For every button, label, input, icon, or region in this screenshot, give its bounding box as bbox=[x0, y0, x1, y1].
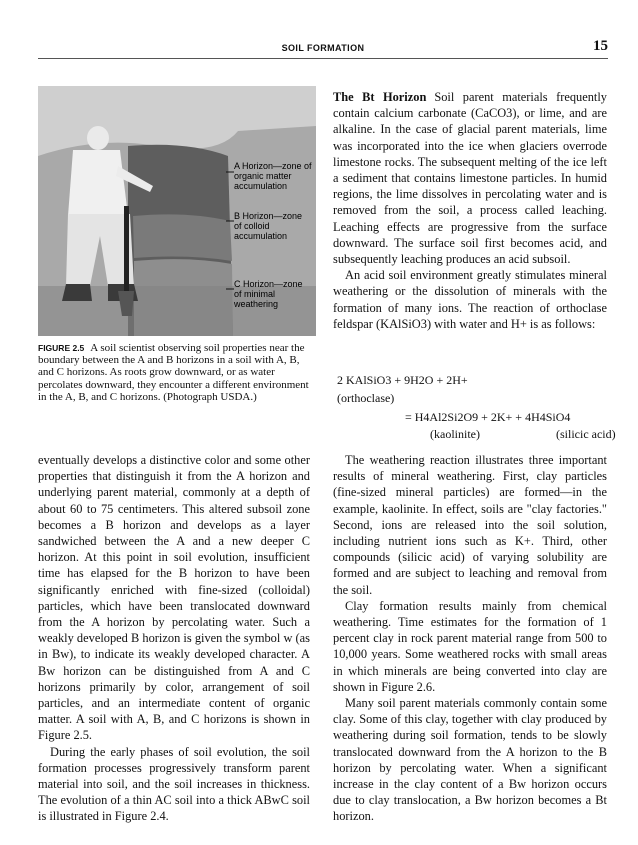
left-paragraph-2: During the early phases of soil evolution, the soil formation processes progressively transform parent material into soil, and the soil increases in thickness. The evolution of a thin AC soil into a thick ABwC soil is illustrated in Figure 2.4. bbox=[38, 744, 310, 824]
figure-caption-text: A soil scientist observing soil properties near the boundary between the A and B horizons in a soil with A, B, and C horizons. As roots grow downward, or as water percolates downward, they encounter a different environment in the A, B, and C horizons. (Photograph USDA.) bbox=[38, 342, 309, 403]
equation-line-1: 2 KAlSiO3 + 9H2O + 2H+ bbox=[337, 373, 468, 387]
figure-caption-label: FIGURE 2.5 bbox=[38, 343, 85, 353]
page-number: 15 bbox=[593, 38, 608, 54]
b-horizon-label: B Horizon—zone of colloid accumulation bbox=[234, 211, 303, 241]
running-header bbox=[38, 38, 608, 59]
section-heading: The Bt Horizon bbox=[333, 90, 427, 104]
a-horizon-label: A Horizon—zone of organic matter accumulation bbox=[234, 161, 312, 191]
running-head-title: SOIL FORMATION bbox=[281, 43, 365, 53]
right-column-top bbox=[333, 89, 607, 332]
left-paragraph-1: eventually develops a distinctive color and some other properties that distinguish it from the A horizon and underlying parent material, commonly at a depth of about 60 to 75 centimeters. This altered subsoil zone becomes a B horizon and develops as a layer sandwiched between the A and a new deeper C horizon. At this point in soil evolution, insufficient time has elapsed for the B horizon to have been significantly enriched with fine-sized (colloidal) particles, which have been translocated downward from the A horizon by percolating water. Such a weakly developed B horizon is given the symbol w (as in Bw), to indicate its weakly developed character. A Bw horizon can be distinguished from A and C horizons primarily by color, arrangement of soil particles, and an intermediate content of organic matter. A soil with A, B, and C horizons is shown in Figure 2.5. bbox=[38, 453, 310, 743]
figure-caption bbox=[38, 342, 314, 403]
left-column bbox=[38, 452, 310, 825]
equation-line-2: = H4Al2Si2O9 + 2K+ + 4H4SiO4 bbox=[405, 410, 571, 424]
right-column-bottom bbox=[333, 452, 607, 825]
weathering-paragraph-3: Many soil parent materials commonly contain some clay. Some of this clay, together with clay produced by weathering during soil formation, tends to be slowly translocated downward from the A horizon to the B horizon by percolating water. When a significant increase in the clay content of a Bw horizon occurs due to clay translocation, a Bw horizon becomes a Bt horizon. bbox=[333, 696, 607, 824]
equation-note-kaolinite: (kaolinite) bbox=[430, 427, 480, 441]
equation-note-silicic-acid: (silicic acid) bbox=[556, 427, 616, 441]
weathering-paragraph-1: The weathering reaction illustrates three important results of mineral weathering. First, clay particles (fine-sized mineral particles) are formed—in the example, kaolinite. In effect, soils are "clay factories." Second, ions are released into the soil solution, including nutrient ions such as K+. Third, other compounds (silicic acid) of varying solubility are formed and are subject to leaching and removal from the soil. bbox=[333, 453, 607, 597]
bt-paragraph-2: An acid soil environment greatly stimulates mineral weathering or the dissolution of minerals with the formation of many ions. The reaction of orthoclase feldspar (KAlSiO3) with water and H+ is as follows: bbox=[333, 268, 607, 331]
c-horizon-label: C Horizon—zone of minimal weathering bbox=[234, 279, 303, 309]
figure-photo bbox=[38, 86, 316, 336]
equation-note-orthoclase: (orthoclase) bbox=[337, 391, 395, 405]
weathering-paragraph-2: Clay formation results mainly from chemical weathering. Time estimates for the formation of 1 percent clay in rock parent material range from 500 to 10,000 years. Some weathered rocks with small areas in which minerals are being converted into clay are shown in Figure 2.6. bbox=[333, 598, 607, 694]
bt-paragraph-1: Soil parent materials frequently contain calcium carbonate (CaCO3), or lime, and are alkaline. In the case of glacial parent materials, lime was incorporated into the ice when glaciers overrode limestone rocks. The subsequent melting of the ice left a sediment that contains limestone particles. In humid regions, the lime dissolves in percolating water and is removed from the soil, a process called leaching. Leaching effects are progressive from the surface downward. The surface soil first becomes acid, and subsequently leaching produces an acid subsoil. bbox=[333, 90, 607, 267]
